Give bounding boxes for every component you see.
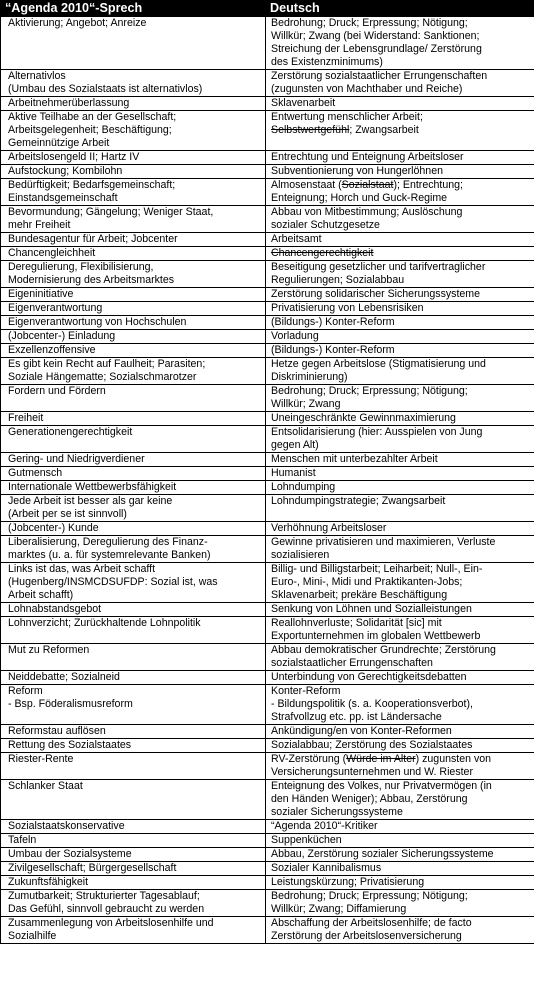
- header-agenda-sprech: “Agenda 2010“-Sprech: [1, 1, 266, 17]
- table-row: [1, 917, 534, 944]
- table-row: [1, 330, 534, 344]
- table-row: [1, 495, 534, 522]
- term-cell: Neiddebatte; Sozialneid: [1, 671, 266, 685]
- term-cell: Gutmensch: [1, 467, 266, 481]
- term-cell: Lohnabstandsgebot: [1, 603, 266, 617]
- table-row: [1, 70, 534, 97]
- text-segment: Almosenstaat (: [271, 179, 342, 191]
- text-segment: Subventionierung von Hungerlöhnen: [271, 165, 443, 177]
- text-segment: Unterbindung von Gerechtigkeitsdebatten: [271, 671, 467, 683]
- translation-cell: [266, 617, 534, 644]
- translation-cell: [266, 725, 534, 739]
- table-row: [1, 467, 534, 481]
- translation-cell: [266, 344, 534, 358]
- table-row: [1, 522, 534, 536]
- term-cell: Internationale Wettbewerbsfähigkeit: [1, 481, 266, 495]
- term-cell: Lohnverzicht; Zurückhaltende Lohnpolitik: [1, 617, 266, 644]
- table-row: [1, 603, 534, 617]
- translation-cell: [266, 165, 534, 179]
- table-row: [1, 563, 534, 603]
- translation-cell: [266, 644, 534, 671]
- term-cell: Eigeninitiative: [1, 288, 266, 302]
- term-cell: Zukunftsfähigkeit: [1, 876, 266, 890]
- table-body: [1, 17, 534, 944]
- text-segment: Senkung von Löhnen und Sozialleistungen: [271, 603, 472, 615]
- text-segment: Entsolidarisierung (hier: Ausspielen von Jung gegen Alt): [271, 426, 483, 451]
- text-segment: Enteignung des Volkes, nur Privatvermögen (in den Händen Weniger); Abbau, Zerstörung sozialer Sicherungssysteme: [271, 780, 492, 818]
- table-row: [1, 261, 534, 288]
- text-segment: Lohndumping: [271, 481, 336, 493]
- table-row: [1, 862, 534, 876]
- text-segment: Ankündigung/en von Konter-Reformen: [271, 725, 452, 737]
- term-cell: Alternativlos (Umbau des Sozialstaats ist alternativlos): [1, 70, 266, 97]
- text-segment: ) zugunsten von Versicherungsunternehmen und W. Riester: [271, 753, 492, 778]
- text-segment: Humanist: [271, 467, 316, 479]
- text-segment: (Bildungs-) Konter-Reform: [271, 344, 395, 356]
- text-segment: Suppenküchen: [271, 834, 342, 846]
- table-row: [1, 848, 534, 862]
- text-segment: Bedrohung; Druck; Erpressung; Nötigung; Willkür; Zwang (bei Widerstand: Sanktionen; Streichung der Lebensgrundlage/ Zerstörung des Existenzminimums): [271, 17, 482, 68]
- translation-cell: [266, 17, 534, 70]
- translation-cell: [266, 288, 534, 302]
- text-segment: Zerstörung solidarischer Sicherungssysteme: [271, 288, 481, 300]
- term-cell: Links ist das, was Arbeit schafft (Hugenberg/INSMCDSUFDP: Sozial ist, was Arbeit schafft): [1, 563, 266, 603]
- translation-cell: [266, 70, 534, 97]
- term-cell: Jede Arbeit ist besser als gar keine (Arbeit per se ist sinnvoll): [1, 495, 266, 522]
- table-row: [1, 288, 534, 302]
- text-segment: Hetze gegen Arbeitslose (Stigmatisierung und Diskriminierung): [271, 358, 486, 383]
- table-row: [1, 358, 534, 385]
- table-row: [1, 206, 534, 233]
- table-row: [1, 302, 534, 316]
- translation-cell: [266, 890, 534, 917]
- table-header: [1, 1, 534, 17]
- translation-cell: [266, 358, 534, 385]
- term-cell: Es gibt kein Recht auf Faulheit; Parasiten; Soziale Hängematte; Sozialschmarotzer: [1, 358, 266, 385]
- text-segment: Verhöhnung Arbeitsloser: [271, 522, 387, 534]
- term-cell: Liberalisierung, Deregulierung des Finanz- marktes (u. a. für systemrelevante Banken): [1, 536, 266, 563]
- table-row: [1, 644, 534, 671]
- translation-cell: [266, 820, 534, 834]
- term-cell: Schlanker Staat: [1, 780, 266, 820]
- text-segment: Abbau von Mitbestimmung; Auslöschung sozialer Schutzgesetze: [271, 206, 463, 231]
- text-segment: Uneingeschränkte Gewinnmaximierung: [271, 412, 456, 424]
- text-segment: Vorladung: [271, 330, 319, 342]
- table-row: [1, 426, 534, 453]
- text-segment: Sklavenarbeit: [271, 97, 336, 109]
- header-deutsch: Deutsch: [266, 1, 534, 17]
- translation-cell: [266, 603, 534, 617]
- term-cell: (Jobcenter-) Kunde: [1, 522, 266, 536]
- translation-cell: [266, 780, 534, 820]
- table-row: [1, 97, 534, 111]
- struck-text: Selbstwertgefühl: [271, 124, 350, 136]
- translation-cell: [266, 563, 534, 603]
- translation-cell: [266, 753, 534, 780]
- translation-cell: [266, 685, 534, 725]
- text-segment: Gewinne privatisieren und maximieren, Verluste sozialisieren: [271, 536, 496, 561]
- text-segment: Privatisierung von Lebensrisiken: [271, 302, 424, 314]
- translation-cell: [266, 671, 534, 685]
- translation-cell: [266, 206, 534, 233]
- term-cell: Fordern und Fördern: [1, 385, 266, 412]
- table-row: [1, 739, 534, 753]
- term-cell: Aktive Teilhabe an der Gesellschaft; Arbeitsgelegenheit; Beschäftigung; Gemeinnützige Arbeit: [1, 111, 266, 151]
- table-row: [1, 17, 534, 70]
- text-segment: Entwertung menschlicher Arbeit;: [271, 111, 423, 123]
- text-segment: Sozialer Kannibalismus: [271, 862, 382, 874]
- translation-cell: [266, 316, 534, 330]
- table-row: [1, 316, 534, 330]
- text-segment: Bedrohung; Druck; Erpressung; Nötigung; Willkür; Zwang: [271, 385, 468, 410]
- table-row: [1, 481, 534, 495]
- translation-cell: [266, 426, 534, 453]
- translation-cell: [266, 862, 534, 876]
- text-segment: RV-Zerstörung (: [271, 753, 347, 765]
- table-row: [1, 233, 534, 247]
- term-cell: Eigenverantwortung von Hochschulen: [1, 316, 266, 330]
- translation-cell: [266, 536, 534, 563]
- text-segment: Sozialabbau; Zerstörung des Sozialstaates: [271, 739, 473, 751]
- term-cell: Zumutbarkeit; Strukturierter Tagesablauf; Das Gefühl, sinnvoll gebraucht zu werden: [1, 890, 266, 917]
- table-row: [1, 685, 534, 725]
- translation-cell: [266, 467, 534, 481]
- table-row: [1, 385, 534, 412]
- translation-cell: [266, 453, 534, 467]
- table-row: [1, 780, 534, 820]
- translation-cell: [266, 412, 534, 426]
- term-cell: (Jobcenter-) Einladung: [1, 330, 266, 344]
- text-segment: Abbau, Zerstörung sozialer Sicherungssysteme: [271, 848, 494, 860]
- table-row: [1, 344, 534, 358]
- text-segment: Zerstörung sozialstaatlicher Errungenschaften (zugunsten von Machthaber und Reiche): [271, 70, 488, 95]
- translation-cell: [266, 151, 534, 165]
- translation-cell: [266, 97, 534, 111]
- table-row: [1, 617, 534, 644]
- text-segment: Lohndumpingstrategie; Zwangsarbeit: [271, 495, 446, 507]
- header-row: [1, 1, 534, 17]
- term-cell: Reformstau auflösen: [1, 725, 266, 739]
- table-row: [1, 179, 534, 206]
- term-cell: Umbau der Sozialsysteme: [1, 848, 266, 862]
- table-row: [1, 725, 534, 739]
- term-cell: Eigenverantwortung: [1, 302, 266, 316]
- table-row: [1, 412, 534, 426]
- text-segment: Menschen mit unterbezahlter Arbeit: [271, 453, 438, 465]
- text-segment: Bedrohung; Druck; Erpressung; Nötigung; Willkür; Zwang; Diffamierung: [271, 890, 468, 915]
- term-cell: Deregulierung, Flexibilisierung, Modernisierung des Arbeitsmarktes: [1, 261, 266, 288]
- term-cell: Arbeitslosengeld II; Hartz IV: [1, 151, 266, 165]
- text-segment: (Bildungs-) Konter-Reform: [271, 316, 395, 328]
- term-cell: Bundesagentur für Arbeit; Jobcenter: [1, 233, 266, 247]
- term-cell: Riester-Rente: [1, 753, 266, 780]
- text-segment: Billig- und Billigstarbeit; Leiharbeit; Null-, Ein- Euro-, Mini-, Midi und Praktikanten-Jobs; Sklavenarbeit; prekäre Beschäftigung: [271, 563, 483, 601]
- translation-cell: [266, 385, 534, 412]
- term-cell: Zivilgesellschaft; Bürgergesellschaft: [1, 862, 266, 876]
- translation-cell: [266, 481, 534, 495]
- table-row: [1, 453, 534, 467]
- translation-cell: [266, 179, 534, 206]
- table-row: [1, 753, 534, 780]
- term-cell: Zusammenlegung von Arbeitslosenhilfe und Sozialhilfe: [1, 917, 266, 944]
- translation-cell: [266, 495, 534, 522]
- text-segment: Abbau demokratischer Grundrechte; Zerstörung sozialstaatlicher Errungenschaften: [271, 644, 496, 669]
- term-cell: Rettung des Sozialstaates: [1, 739, 266, 753]
- text-segment: Leistungskürzung; Privatisierung: [271, 876, 425, 888]
- translation-cell: [266, 739, 534, 753]
- term-cell: Freiheit: [1, 412, 266, 426]
- table-row: [1, 671, 534, 685]
- text-segment: Reallohnverluste; Solidarität [sic] mit Exportunternehmen im globalen Wettbewerb: [271, 617, 481, 642]
- term-cell: Aktivierung; Angebot; Anreize: [1, 17, 266, 70]
- term-cell: Bedürftigkeit; Bedarfsgemeinschaft; Einstandsgemeinschaft: [1, 179, 266, 206]
- table-row: [1, 536, 534, 563]
- table-row: [1, 820, 534, 834]
- text-segment: ); Entrechtung; Enteignung; Horch und Guck-Regime: [271, 179, 463, 204]
- table-row: [1, 247, 534, 261]
- table-row: [1, 111, 534, 151]
- term-cell: Mut zu Reformen: [1, 644, 266, 671]
- term-cell: Reform - Bsp. Föderalismusreform: [1, 685, 266, 725]
- translation-cell: [266, 247, 534, 261]
- table-row: [1, 890, 534, 917]
- translation-cell: [266, 834, 534, 848]
- term-cell: Arbeitnehmerüberlassung: [1, 97, 266, 111]
- struck-text: Sozialstaat: [341, 179, 394, 191]
- text-segment: Konter-Reform - Bildungspolitik (s. a. Kooperationsverbot), Strafvollzug etc. pp. ist Ländersache: [271, 685, 473, 723]
- translation-cell: [266, 330, 534, 344]
- text-segment: ; Zwangsarbeit: [349, 124, 419, 136]
- text-segment: Beseitigung gesetzlicher und tarifvertraglicher Regulierungen; Sozialabbau: [271, 261, 486, 286]
- translation-cell: [266, 876, 534, 890]
- table-row: [1, 151, 534, 165]
- term-cell: Sozialstaatskonservative: [1, 820, 266, 834]
- term-cell: Exzellenzoffensive: [1, 344, 266, 358]
- text-segment: Entrechtung und Enteignung Arbeitsloser: [271, 151, 464, 163]
- translation-cell: [266, 111, 534, 151]
- text-segment: Arbeitsamt: [271, 233, 322, 245]
- term-cell: Gering- und Niedrigverdiener: [1, 453, 266, 467]
- term-cell: Generationengerechtigkeit: [1, 426, 266, 453]
- translation-cell: [266, 522, 534, 536]
- translation-cell: [266, 848, 534, 862]
- translation-cell: [266, 917, 534, 944]
- text-segment: Abschaffung der Arbeitslosenhilfe; de facto Zerstörung der Arbeitslosenversicherung: [271, 917, 472, 942]
- term-cell: Aufstockung; Kombilohn: [1, 165, 266, 179]
- translation-cell: [266, 261, 534, 288]
- term-cell: Chancengleichheit: [1, 247, 266, 261]
- term-cell: Tafeln: [1, 834, 266, 848]
- translation-cell: [266, 302, 534, 316]
- struck-text: Chancengerechtigkeit: [271, 247, 374, 259]
- table-row: [1, 834, 534, 848]
- translation-cell: [266, 233, 534, 247]
- struck-text: Würde im Alter: [346, 753, 416, 765]
- term-cell: Bevormundung; Gängelung; Weniger Staat, mehr Freiheit: [1, 206, 266, 233]
- table-row: [1, 165, 534, 179]
- text-segment: “Agenda 2010“-Kritiker: [271, 820, 378, 832]
- table-row: [1, 876, 534, 890]
